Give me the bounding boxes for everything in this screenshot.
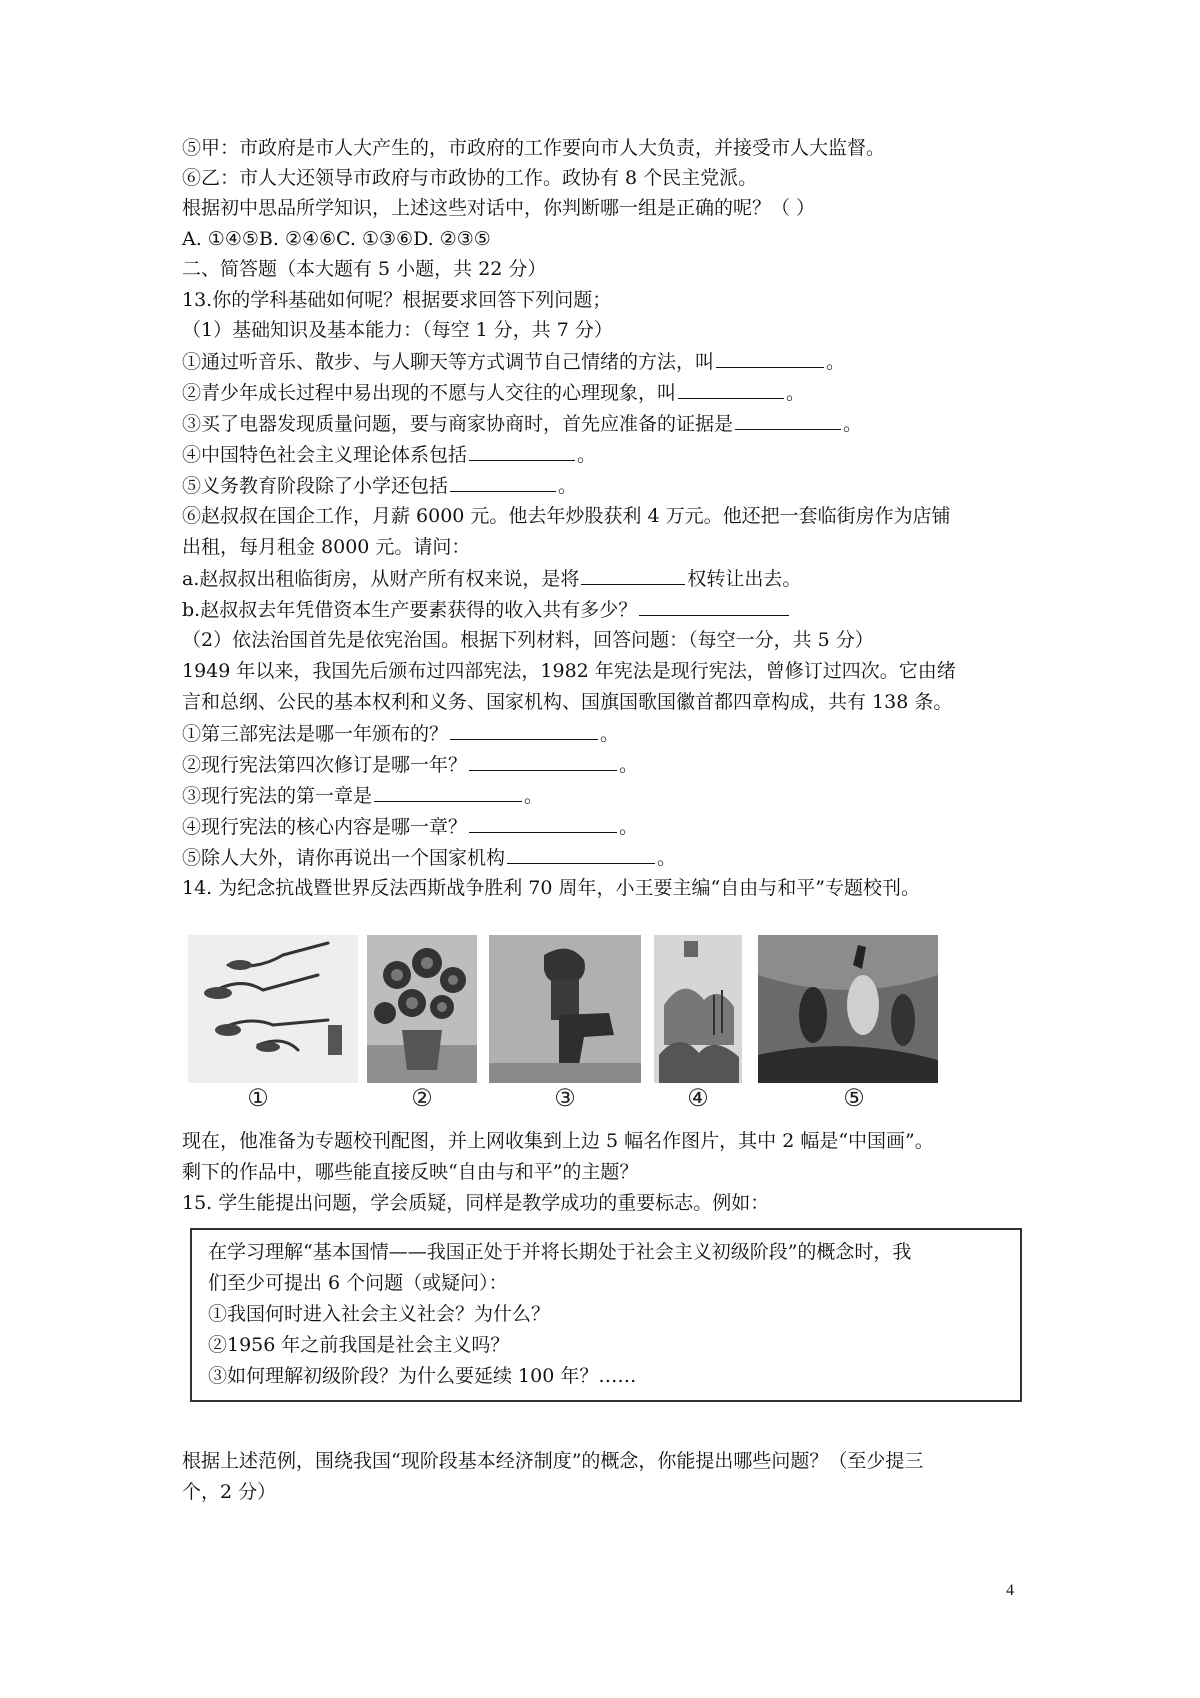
box-line: ②1956 年之前我国是社会主义吗？	[208, 1334, 510, 1356]
question-text: 。	[524, 785, 544, 807]
box-line: ③如何理解初级阶段？为什么要延续 100 年？……	[208, 1365, 637, 1387]
text-line: ⑥赵叔叔在国企工作，月薪 6000 元。他去年炒股获利 4 万元。他还把一套临街房作为店铺	[182, 505, 951, 527]
subsection-heading: （1）基础知识及基本能力：（每空 1 分，共 7 分）	[182, 319, 613, 341]
question-text: 。	[619, 816, 639, 838]
question-text: 。	[786, 382, 806, 404]
question-text: 权转让出去。	[687, 568, 802, 590]
answer-blank[interactable]	[678, 378, 784, 399]
question-text: 。	[619, 754, 639, 776]
fill-in-line	[182, 781, 1022, 810]
image-label: ④	[687, 1084, 709, 1112]
fill-in-line	[182, 843, 1022, 872]
answer-blank[interactable]	[469, 750, 617, 771]
image-label: ①	[247, 1084, 269, 1112]
question-text: 。	[600, 723, 620, 745]
text-line: 言和总纲、公民的基本权利和义务、国家机构、国旗国歌国徽首都四章构成，共有 138 条。	[182, 691, 953, 713]
image-label: ⑤	[843, 1084, 865, 1112]
question-prompt: 根据初中思品所学知识，上述这些对话中，你判断哪一组是正确的呢？（ ）	[182, 197, 816, 219]
answer-blank[interactable]	[581, 564, 685, 585]
fill-in-line	[182, 347, 1022, 376]
section-heading: 二、简答题（本大题有 5 小题，共 22 分）	[182, 258, 547, 280]
fill-in-line	[182, 719, 1022, 748]
text-line: 个，2 分）	[182, 1481, 277, 1503]
question-text: ②青少年成长过程中易出现的不愿与人交往的心理现象，叫	[182, 382, 677, 404]
answer-blank[interactable]	[374, 781, 522, 802]
text-line: 根据上述范例，围绕我国“现阶段基本经济制度”的概念，你能提出哪些问题？（至少提三	[182, 1450, 924, 1472]
question-15-title: 15. 学生能提出问题，学会质疑，同样是教学成功的重要标志。例如：	[182, 1192, 770, 1214]
answer-blank[interactable]	[507, 843, 655, 864]
answer-options: A. ①④⑤B. ②④⑥C. ①③⑥D. ②③⑤	[182, 228, 491, 250]
question-text: ③现行宪法的第一章是	[182, 785, 373, 807]
answer-blank[interactable]	[716, 347, 824, 368]
fill-in-line	[182, 812, 1022, 841]
question-text: a.赵叔叔出租临街房，从财产所有权来说，是将	[182, 568, 580, 590]
liberty-painting-image	[758, 935, 938, 1083]
question-text: 。	[577, 444, 597, 466]
fill-in-line	[182, 564, 1022, 593]
question-text: 。	[826, 351, 846, 373]
image-label: ③	[554, 1084, 576, 1112]
question-text: b.赵叔叔去年凭借资本生产要素获得的收入共有多少？	[182, 599, 638, 621]
answer-blank[interactable]	[450, 719, 598, 740]
question-text: ④现行宪法的核心内容是哪一章？	[182, 816, 468, 838]
question-text: ②现行宪法第四次修订是哪一年？	[182, 754, 468, 776]
page-number: 4	[1006, 1582, 1014, 1599]
question-text: ⑤除人大外，请你再说出一个国家机构	[182, 847, 506, 869]
image-label: ②	[411, 1084, 433, 1112]
box-line: ①我国何时进入社会主义社会？为什么？	[208, 1303, 551, 1325]
question-text: 。	[558, 475, 578, 497]
question-text: 。	[843, 413, 863, 435]
text-line: 1949 年以来，我国先后颁布过四部宪法，1982 年宪法是现行宪法，曾修订过四次。它由绪	[182, 660, 956, 682]
question-text: ⑤义务教育阶段除了小学还包括	[182, 475, 449, 497]
text-line: 剩下的作品中，哪些能直接反映“自由与和平”的主题？	[182, 1161, 639, 1183]
answer-blank[interactable]	[469, 440, 575, 461]
answer-blank[interactable]	[450, 471, 556, 492]
question-13-title: 13.你的学科基础如何呢？根据要求回答下列问题；	[182, 289, 612, 311]
question-text: ①通过听音乐、散步、与人聊天等方式调节自己情绪的方法，叫	[182, 351, 715, 373]
fill-in-line	[182, 409, 1022, 438]
fill-in-line	[182, 440, 1022, 469]
text-line: ⑤甲：市政府是市人大产生的，市政府的工作要向市人大负责，并接受市人大监督。	[182, 137, 886, 159]
artwork-strip	[184, 935, 1020, 1113]
landscape-painting-image	[654, 935, 742, 1083]
question-text: ①第三部宪法是哪一年颁布的？	[182, 723, 449, 745]
fill-in-line	[182, 595, 1022, 624]
box-line: 们至少可提出 6 个问题（或疑问）：	[208, 1272, 508, 1294]
knotted-gun-sculpture-image	[489, 935, 641, 1083]
text-line: ⑥乙：市人大还领导市政府与市政协的工作。政协有 8 个民主党派。	[182, 167, 758, 189]
question-text: 。	[657, 847, 677, 869]
example-box	[190, 1228, 1022, 1402]
subsection-heading: （2）依法治国首先是依宪治国。根据下列材料，回答问题：（每空一分，共 5 分）	[182, 629, 874, 651]
question-text: ④中国特色社会主义理论体系包括	[182, 444, 468, 466]
shrimp-painting-image	[188, 935, 358, 1083]
answer-blank[interactable]	[469, 812, 617, 833]
fill-in-line	[182, 378, 1022, 407]
question-14-title: 14. 为纪念抗战暨世界反法西斯战争胜利 70 周年，小王要主编“自由与和平”专题校刊。	[182, 877, 920, 899]
box-line: 在学习理解“基本国情——我国正处于并将长期处于社会主义初级阶段”的概念时，我	[208, 1241, 912, 1263]
question-text: ③买了电器发现质量问题，要与商家协商时，首先应准备的证据是	[182, 413, 734, 435]
fill-in-line	[182, 750, 1022, 779]
answer-blank[interactable]	[735, 409, 841, 430]
fill-in-line	[182, 471, 1022, 500]
text-line: 出租，每月租金 8000 元。请问：	[182, 536, 471, 558]
answer-blank[interactable]	[639, 595, 789, 616]
sunflowers-painting-image	[367, 935, 477, 1083]
text-line: 现在，他准备为专题校刊配图，并上网收集到上边 5 幅名作图片，其中 2 幅是“中国画”。	[182, 1130, 934, 1152]
